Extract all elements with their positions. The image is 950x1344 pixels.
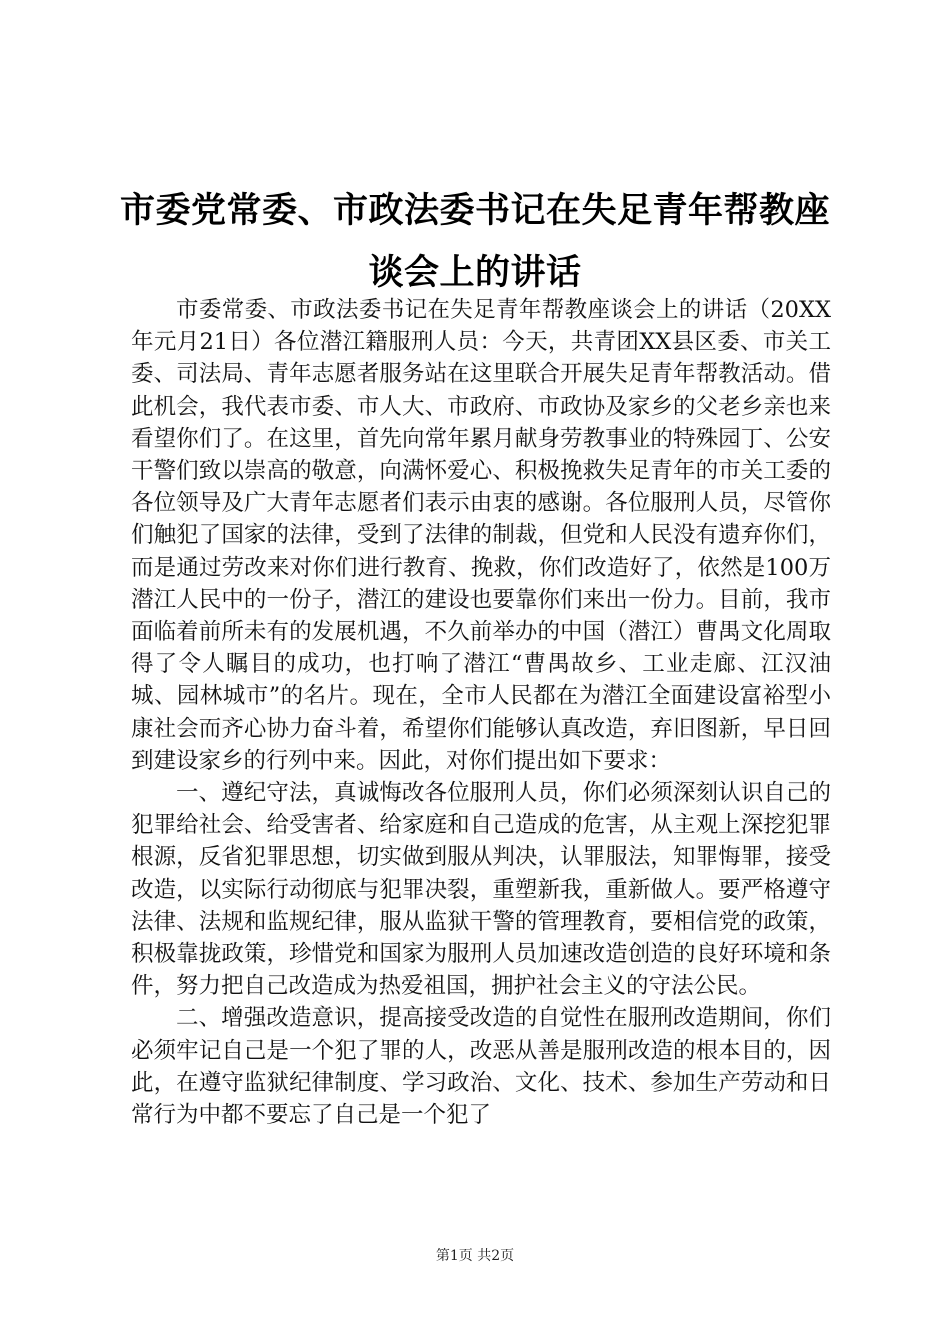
paragraph-intro: 市委常委、市政法委书记在失足青年帮教座谈会上的讲话（20XX年元月21日）各位潜江籍服刑人员：今天，共青团XX县区委、市关工委、司法局、青年志愿者服务站在这里联合开展失足青年帮教活动。借此机会，我代表市委、市人大、市政府、市政协及家乡的父老乡亲也来看望你们了。在这里，首先向常年累月献身劳教事业的特殊园丁、公安干警们致以崇高的敬意，向满怀爱心、积极挽救失足青年的市关工委的各位领导及广大青年志愿者们表示由衷的感谢。各位服刑人员，尽管你们触犯了国家的法律，受到了法律的制裁，但党和人民没有遗弃你们，而是通过劳改来对你们进行教育、挽救，你们改造好了，依然是100万潜江人民中的一份子，潜江的建设也要靠你们来出一份力。目前，我市面临着前所未有的发展机遇，不久前举办的中国（潜江）曹禺文化周取得了令人瞩目的成功，也打响了潜江“曹禺故乡、工业走廊、江汉油城、园林城市”的名片。现在，全市人民都在为潜江全面建设富裕型小康社会而齐心协力奋斗着，希望你们能够认真改造，弃旧图新，早日回到建设家乡的行列中来。因此，对你们提出如下要求： [131,297,831,774]
title-line-1: 市委党常委、市政法委书记在失足青年帮教座 [119,190,830,231]
paragraph-section-2: 二、增强改造意识，提高接受改造的自觉性在服刑改造期间，你们必须牢记自己是一个犯了罪的人，改恶从善是服刑改造的根本目的，因此，在遵守监狱纪律制度、学习政治、文化、技术、参加生产劳动和日常行为中都不要忘了自己是一个犯了 [131,1005,831,1129]
paragraph-section-1: 一、遵纪守法，真诚悔改各位服刑人员，你们必须深刻认识自己的犯罪给社会、给受害者、给家庭和自己造成的危害，从主观上深挖犯罪根源，反省犯罪思想，切实做到服从判决，认罪服法，知罪悔罪，接受改造，以实际行动彻底与犯罪决裂，重塑新我，重新做人。要严格遵守法律、法规和监规纪律，服从监狱干警的管理教育，要相信党的政策，积极靠拢政策，珍惜党和国家为服刑人员加速改造创造的良好环境和条件，努力把自己改造成为热爱祖国，拥护社会主义的守法公民。 [131,780,831,1000]
page-number-footer: 第1页 共2页 [435,1248,515,1264]
document-body [131,294,831,1131]
document-title [110,180,840,304]
title-line-2: 谈会上的讲话 [368,252,582,293]
